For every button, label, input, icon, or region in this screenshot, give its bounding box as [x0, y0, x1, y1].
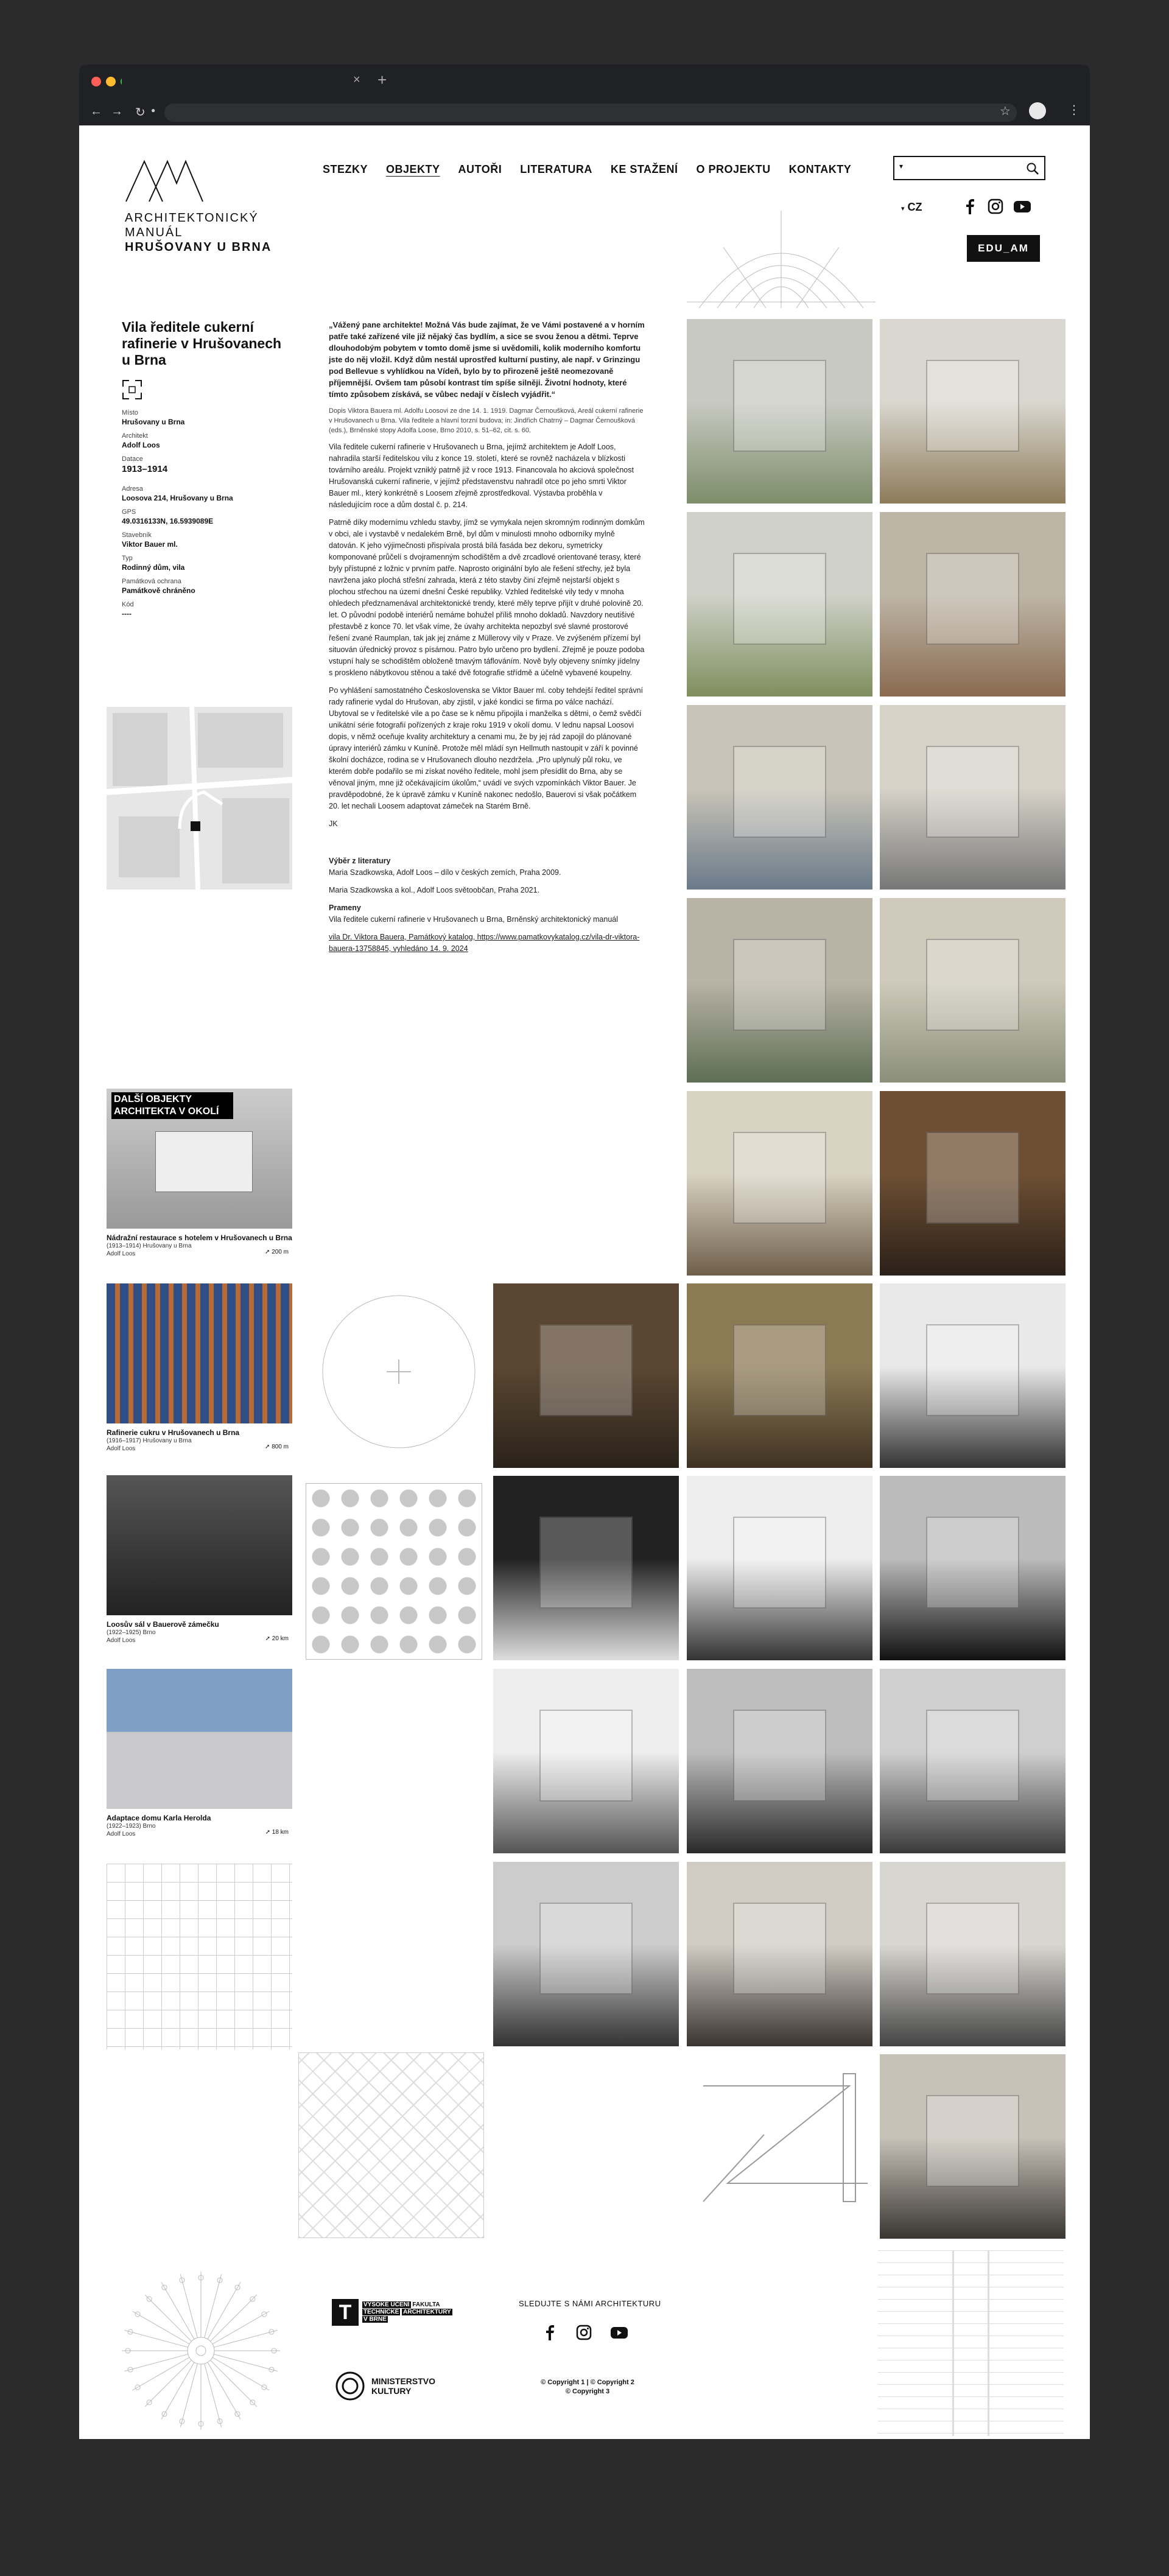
ray-line [180, 2364, 197, 2427]
author-initials: JK [329, 819, 338, 828]
address-label: Adresa [122, 485, 143, 493]
address-value: Loosova 214, Hrušovany u Brna [122, 494, 233, 502]
distance-value: 200 m [272, 1249, 289, 1255]
logo-text[interactable] [125, 211, 272, 254]
logo-line-2: MANUÁL [125, 226, 183, 239]
gallery-photo[interactable] [880, 319, 1065, 504]
map-graphic [107, 707, 292, 890]
literature-item: Maria Szadkowska, Adolf Loos – dílo v českých zemích, Praha 2009. [329, 868, 561, 877]
new-tab-icon[interactable]: + [377, 71, 387, 89]
related-distance [265, 1444, 289, 1450]
photo-building-shape [733, 360, 826, 452]
reload-icon[interactable]: ↻ [135, 106, 146, 119]
source-link[interactable]: vila Dr. Viktora Bauera, Památkový katalog, https://www.pamatkovykatalog.cz/vila-dr-viktora-bauera-13758845, vyhledáno 14. 9. 2024 [329, 933, 640, 953]
photo-building-shape [539, 1903, 633, 1995]
gallery-photo[interactable] [880, 1476, 1065, 1660]
photo-building-shape [733, 939, 826, 1031]
related-author: Adolf Loos [107, 1637, 136, 1644]
dot-grid-decoration [306, 1483, 482, 1660]
place-label: Místo [122, 409, 138, 416]
nav-objekty[interactable]: OBJEKTY [386, 163, 440, 175]
ray-line [145, 2360, 191, 2407]
ornament-pattern-decoration [298, 2052, 484, 2238]
copyright-line-1: © Copyright 1 | © Copyright 2 [541, 2379, 634, 2386]
ministry-emblem-icon [335, 2371, 365, 2401]
related-name: Adaptace domu Karla Herolda [107, 1814, 211, 1822]
nav-ke-stazeni[interactable]: KE STAŽENÍ [610, 163, 678, 175]
paragraph-2: Patrně díky modernímu vzhledu stavby, jímž se vymykala nejen skromným rodinným domkům v obci, ale i vystavbě v nedalekém Brně, byl dům v minulosti mnoho odborníky mylně datován. K jeho výjimečnosti přispívala prostá bílá fasáda bez dekoru, symetricky komponované průčelí s dvojramenným schodištěm a dvě zrcadlové orientované terasy, které byly přístupné z ložnic v prvním patře. Naprosto originální bylo ale řešení střechy, jež byla navržena jako plochá střešní zahrada, která z této stavby činí zřejmě nejstarší objekt s plochou střechou na území dnešní České republiky. Vzhled ředitelské vily tedy v mnoha ohledech předznamenával architektonické trendy, které měly teprve přijít v druhé polovině 20. let. O původní podobě interiérů nemáme bohužel příliš mnoho dokladů. Navzdory neutišivé přestavbě z konce 70. let však víme, že úvahy architekta nepozbyl své slavné prostorové řešení zvané Raumplan, tak jak jej známe z Müllerovy vily v Praze. Ve zvýšeném přízemí byl situován úřednický provoz s písárnou. Patro bylo určeno pro bydlení. Zřejmě je pouze podoba vstupní haly se schodištěm obloženě tmavým táflováním. Nově byly objeveny snímky jídelny s proskleno nábytkovou stěnou a také dvě fotografie střídmě a účelně vybavené koupelny. [329, 518, 645, 677]
model-shape [155, 1131, 253, 1192]
related-distance [265, 1635, 289, 1642]
related-dates: (1922–1923) Brno [107, 1823, 156, 1830]
ministry-line-1: MINISTERSTVO [371, 2376, 436, 2386]
gallery-photo[interactable] [687, 1283, 872, 1468]
gps-label: GPS [122, 508, 136, 516]
vut-line-4: FAKULTA [412, 2301, 440, 2308]
photo-building-shape [539, 1710, 633, 1802]
distance-value: 800 m [272, 1444, 289, 1450]
protection-value: Památkově chráněno [122, 586, 195, 595]
related-dates: (1913–1914) Hrušovany u Brna [107, 1243, 192, 1249]
facebook-icon[interactable] [962, 198, 978, 214]
photo-building-shape [926, 1710, 1019, 1802]
logo-line-3: HRUŠOVANY U BRNA [125, 240, 272, 254]
ray-line [205, 2364, 222, 2427]
social-links-header [962, 198, 1031, 214]
article-body [329, 319, 645, 961]
vut-line-3: V BRNĚ [363, 2316, 387, 2323]
photo-building-shape [926, 939, 1019, 1031]
related-author: Adolf Loos [107, 1251, 136, 1257]
chevron-down-icon: ▾ [901, 205, 905, 212]
gallery-photo[interactable] [687, 1091, 872, 1276]
gallery-photo[interactable] [880, 1091, 1065, 1276]
photo-building-shape [733, 1903, 826, 1995]
ray-line [214, 2354, 277, 2371]
navigation-icon: ➚ [265, 1635, 270, 1642]
photo-building-shape [926, 1132, 1019, 1224]
lock-icon: ● [151, 106, 156, 114]
vut-line-5: ARCHITEKTURY [403, 2309, 451, 2315]
ministry-line-2: KULTURY [371, 2386, 412, 2396]
photo-building-shape [926, 360, 1019, 452]
nav-literatura[interactable]: LITERATURA [520, 163, 592, 175]
photo-building-shape [539, 1517, 633, 1609]
ray-line [180, 2274, 197, 2337]
search-input[interactable] [893, 156, 1045, 180]
instagram-icon[interactable] [988, 198, 1003, 214]
distance-value: 18 km [272, 1829, 289, 1836]
builder-label: Stavebník [122, 532, 152, 539]
code-label: Kód [122, 601, 134, 608]
photo-building-shape [733, 1324, 826, 1417]
photo-building-shape [926, 1324, 1019, 1417]
date-label: Datace [122, 455, 143, 463]
photo-building-shape [926, 2095, 1019, 2188]
logo-line-1: ARCHITEKTONICKÝ [125, 211, 259, 225]
youtube-icon[interactable] [610, 2325, 628, 2340]
starburst-decoration [113, 2262, 289, 2439]
nav-kontakty[interactable]: KONTAKTY [788, 163, 852, 175]
ray-line [211, 2295, 257, 2341]
gallery-photo[interactable] [687, 1862, 872, 2046]
vut-line-1: VYSOKÉ UČENÍ [363, 2301, 410, 2308]
profile-avatar[interactable] [1029, 102, 1046, 119]
browser-menu-icon[interactable]: ⋮ [1068, 104, 1080, 117]
address-bar[interactable] [151, 104, 1017, 122]
place-value[interactable]: Hrušovany u Brna [122, 418, 185, 426]
location-marker[interactable] [191, 821, 200, 831]
related-card-2[interactable] [107, 1283, 292, 1453]
gallery-photo[interactable] [880, 705, 1065, 890]
architect-value[interactable]: Adolf Loos [122, 441, 160, 449]
search-dropdown-icon[interactable]: ▾ [899, 162, 904, 170]
architect-label: Architekt [122, 432, 148, 440]
ray-line [124, 2330, 188, 2347]
gallery-photo[interactable] [880, 1862, 1065, 2046]
related-card-3[interactable] [107, 1475, 292, 1644]
back-icon[interactable]: ← [90, 105, 102, 118]
gallery-photo[interactable] [687, 1476, 872, 1660]
vut-line-2: TECHNICKÉ [363, 2309, 399, 2315]
navigation-icon: ➚ [265, 1444, 270, 1450]
related-image [107, 1669, 292, 1809]
quote: „Vážený pane architekte! Možná Vás bude zajímat, že ve Vámi postavené a v horním patře také zařízené vile již nějaký čas bydlím, a sice se svou ženou a dětmi. Teprve dlouhodobým pobytem v tomto domě jsme si uvědomili, kolik moderního komfortu jste do něj vložil. Když dům nestál uprostřed kulturní pustiny, ale např. v Grinzingu pod Bellevue s vyhlídkou na Vídeň, bylo by to přirozeně ještě neomezovaně příjemnější. Ovšem tam působí kontrast tím spíše silněji. Životní hodnoty, které tímto způsobem získává, se vůbec nedají v číslech vyjádřit.“ [329, 320, 645, 399]
photo-building-shape [926, 553, 1019, 645]
related-heading: DALŠÍ OBJEKTY ARCHITEKTA V OKOLÍ [111, 1092, 233, 1119]
photo-building-shape [926, 1517, 1019, 1609]
language-switch[interactable] [901, 201, 922, 214]
nav-autori[interactable]: AUTOŘI [458, 163, 502, 175]
copyright [530, 2378, 645, 2396]
related-name: Loosův sál v Bauerově zámečku [107, 1620, 219, 1629]
ministry-of-culture-logo[interactable] [335, 2371, 435, 2401]
page-title: Vila ředitele cukerní rafinerie v Hrušovanech u Brna [122, 319, 282, 368]
close-window-button[interactable] [91, 77, 101, 86]
paragraph-3: Po vyhlášení samostatného Československa se Viktor Bauer ml. coby tehdejší ředitel správní rady rafinerie vydal do Hrušovan, aby zjistil, v jaké kondici se firma po válce nachází. Ubytoval se v ředitelské vile a po čase se k němu připojila i manželka s dětmi, o čemž svědčí unikátní série fotografií pořízených z kraje roku 1919 v okolí domu. V lednu napsal Loosovi dopis, v němž oceňuje kvality architektury a cenami mu, že by jej rád zapojil do plánované úpravy interiérů zámku v Kuníně. Protože měl mládí syn Hellmuth nastoupit v září k povinné školní docházce, rodina se v Hrušovanech dlouho nezdržela. „Pro uplynulý půl roku, ve kterém dobře podařilo se mi získat nového ředitele, mohl jsem přesídlit do Brna, aby se věnoval jiným, mne již očekávajícím úkolům,“ uvádí ve svých vzpomínkách Viktor Bauer. Je pravděpodobné, že k úpravě zámku v Kuníně nakonec nedošlo, Bauerovi si však počátkem 20. let nechali Loosem adaptovat zámeček na Starém Brně. [329, 686, 644, 810]
follow-label: SLEDUJTE S NÁMI ARCHITEKTURU [519, 2299, 661, 2308]
vut-fa-logo[interactable] [332, 2299, 452, 2326]
photo-building-shape [733, 553, 826, 645]
gallery-photo[interactable] [493, 1862, 679, 2046]
gallery-photo[interactable] [880, 1669, 1065, 1853]
gallery-photo[interactable] [687, 705, 872, 890]
browser-tab[interactable] [122, 69, 371, 94]
vut-text [362, 2301, 452, 2323]
social-links-footer [542, 2325, 628, 2340]
related-name: Rafinerie cukru v Hrušovanech u Brna [107, 1428, 240, 1437]
gallery-photo[interactable] [687, 898, 872, 1083]
type-value: Rodinný dům, vila [122, 563, 185, 572]
literature-item: Maria Szadkowska a kol., Adolf Loos světoobčan, Praha 2021. [329, 886, 540, 894]
gallery-photo[interactable] [493, 1476, 679, 1660]
type-label: Typ [122, 555, 133, 562]
sources-heading: Prameny [329, 904, 361, 912]
related-name: Nádražní restaurace s hotelem v Hrušovanech u Brna [107, 1234, 292, 1242]
gallery-photo[interactable] [493, 1669, 679, 1853]
photo-building-shape [733, 1132, 826, 1224]
ray-line [145, 2295, 191, 2341]
navigation-icon: ➚ [265, 1829, 270, 1836]
nav-stezky[interactable]: STEZKY [323, 163, 368, 175]
gallery-photo[interactable] [687, 319, 872, 504]
search-icon[interactable] [1026, 162, 1039, 175]
arch-drawing-decoration [687, 211, 876, 308]
location-map[interactable] [107, 707, 292, 890]
fullscreen-icon[interactable] [122, 379, 142, 400]
instagram-icon[interactable] [576, 2325, 592, 2340]
ray-line [205, 2274, 222, 2337]
forward-icon[interactable]: → [111, 105, 123, 118]
photo-building-shape [539, 1324, 633, 1417]
related-author: Adolf Loos [107, 1831, 136, 1837]
protection-label: Památková ochrana [122, 578, 181, 585]
distance-value: 20 km [272, 1635, 289, 1642]
related-dates: (1916–1917) Hrušovany u Brna [107, 1437, 192, 1444]
photo-building-shape [733, 746, 826, 838]
copyright-line-2: © Copyright 3 [565, 2388, 610, 2395]
gallery-photo[interactable] [687, 1669, 872, 1853]
facebook-icon[interactable] [542, 2325, 558, 2340]
navigation-icon: ➚ [265, 1249, 270, 1255]
object-sidebar [122, 319, 292, 618]
grid-pattern-decoration [107, 1864, 292, 2049]
vut-t-icon: T [332, 2299, 359, 2326]
photo-building-shape [926, 746, 1019, 838]
main-nav [323, 163, 851, 176]
architectural-plan-decoration [878, 2250, 1064, 2436]
related-dates: (1922–1925) Brno [107, 1629, 156, 1636]
object-metadata [122, 409, 292, 618]
bookmark-star-icon[interactable]: ☆ [1000, 105, 1011, 118]
quote-source: Dopis Viktora Bauera ml. Adolfu Loosovi ze dne 14. 1. 1919. Dagmar Černoušková, Areál cukerní rafinerie v Hrušovanech u Brna. Vila ředitele a hlavní torzní budova; in: Jindřich Chatrný – Dagmar Černoušková (eds.), Brněnské stopy Adolfa Loose, Brno 2010, s. 51–62, cit. s. 60. [329, 407, 644, 434]
related-card-1[interactable] [107, 1089, 292, 1258]
related-distance [265, 1249, 289, 1255]
related-image [107, 1283, 292, 1423]
staircase-drawing-decoration [691, 2062, 880, 2226]
paragraph-1: Vila ředitele cukerní rafinerie v Hrušovanech u Brna, jejímž architektem je Adolf Loos, nahradila starší ředitelskou vilu z konce 19. století, které se rovněž nacházela v blízkosti továrního areálu. Projekt vzniklý patrně již v roce 1913. Financovala ho akciová společnost Hrušovanská cukerní rafinerie, v jejímž představenstvu nahradil otce po jeho smrti Viktor Bauer ml., který konkrétně s Loosem zřejmě zprostředkoval. Výstavba proběhla v následujícím roce a dům dostal č. p. 214. [329, 443, 634, 509]
nav-o-projektu[interactable]: O PROJEKTU [696, 163, 771, 175]
date-value: 1913–1914 [122, 464, 168, 474]
related-image [107, 1475, 292, 1615]
related-author: Adolf Loos [107, 1445, 136, 1452]
photo-building-shape [733, 1710, 826, 1802]
ray-line [124, 2354, 188, 2371]
tab-close-icon[interactable]: × [353, 73, 360, 86]
gallery-photo[interactable] [880, 512, 1065, 697]
photo-building-shape [733, 1517, 826, 1609]
builder-value: Viktor Bauer ml. [122, 540, 178, 549]
gallery-photo[interactable] [880, 898, 1065, 1083]
browser-window [79, 65, 1090, 125]
edu-am-button[interactable]: EDU_AM [967, 235, 1040, 262]
ray-line [211, 2360, 257, 2407]
related-distance [265, 1829, 289, 1836]
literature-heading: Výběr z literatury [329, 857, 391, 865]
gallery-photo[interactable] [493, 1283, 679, 1468]
related-image [107, 1089, 292, 1229]
am-logo-icon[interactable] [125, 159, 204, 203]
gallery-photo[interactable] [880, 2054, 1065, 2239]
circle-cross-decoration [320, 1293, 478, 1451]
web-page [79, 125, 1090, 2439]
ray-line [214, 2330, 277, 2347]
source-item: Vila ředitele cukerní rafinerie v Hrušovanech u Brna, Brněnský architektonický manuál [329, 915, 618, 924]
photo-building-shape [926, 1903, 1019, 1995]
code-value: ---- [122, 609, 132, 618]
related-card-4[interactable] [107, 1669, 292, 1838]
gallery-photo[interactable] [880, 1283, 1065, 1468]
gps-value: 49.0316133N, 16.5939089E [122, 517, 214, 525]
gallery-photo[interactable] [687, 512, 872, 697]
youtube-icon[interactable] [1013, 198, 1031, 214]
language-label: CZ [907, 201, 922, 213]
minimize-window-button[interactable] [106, 77, 116, 86]
